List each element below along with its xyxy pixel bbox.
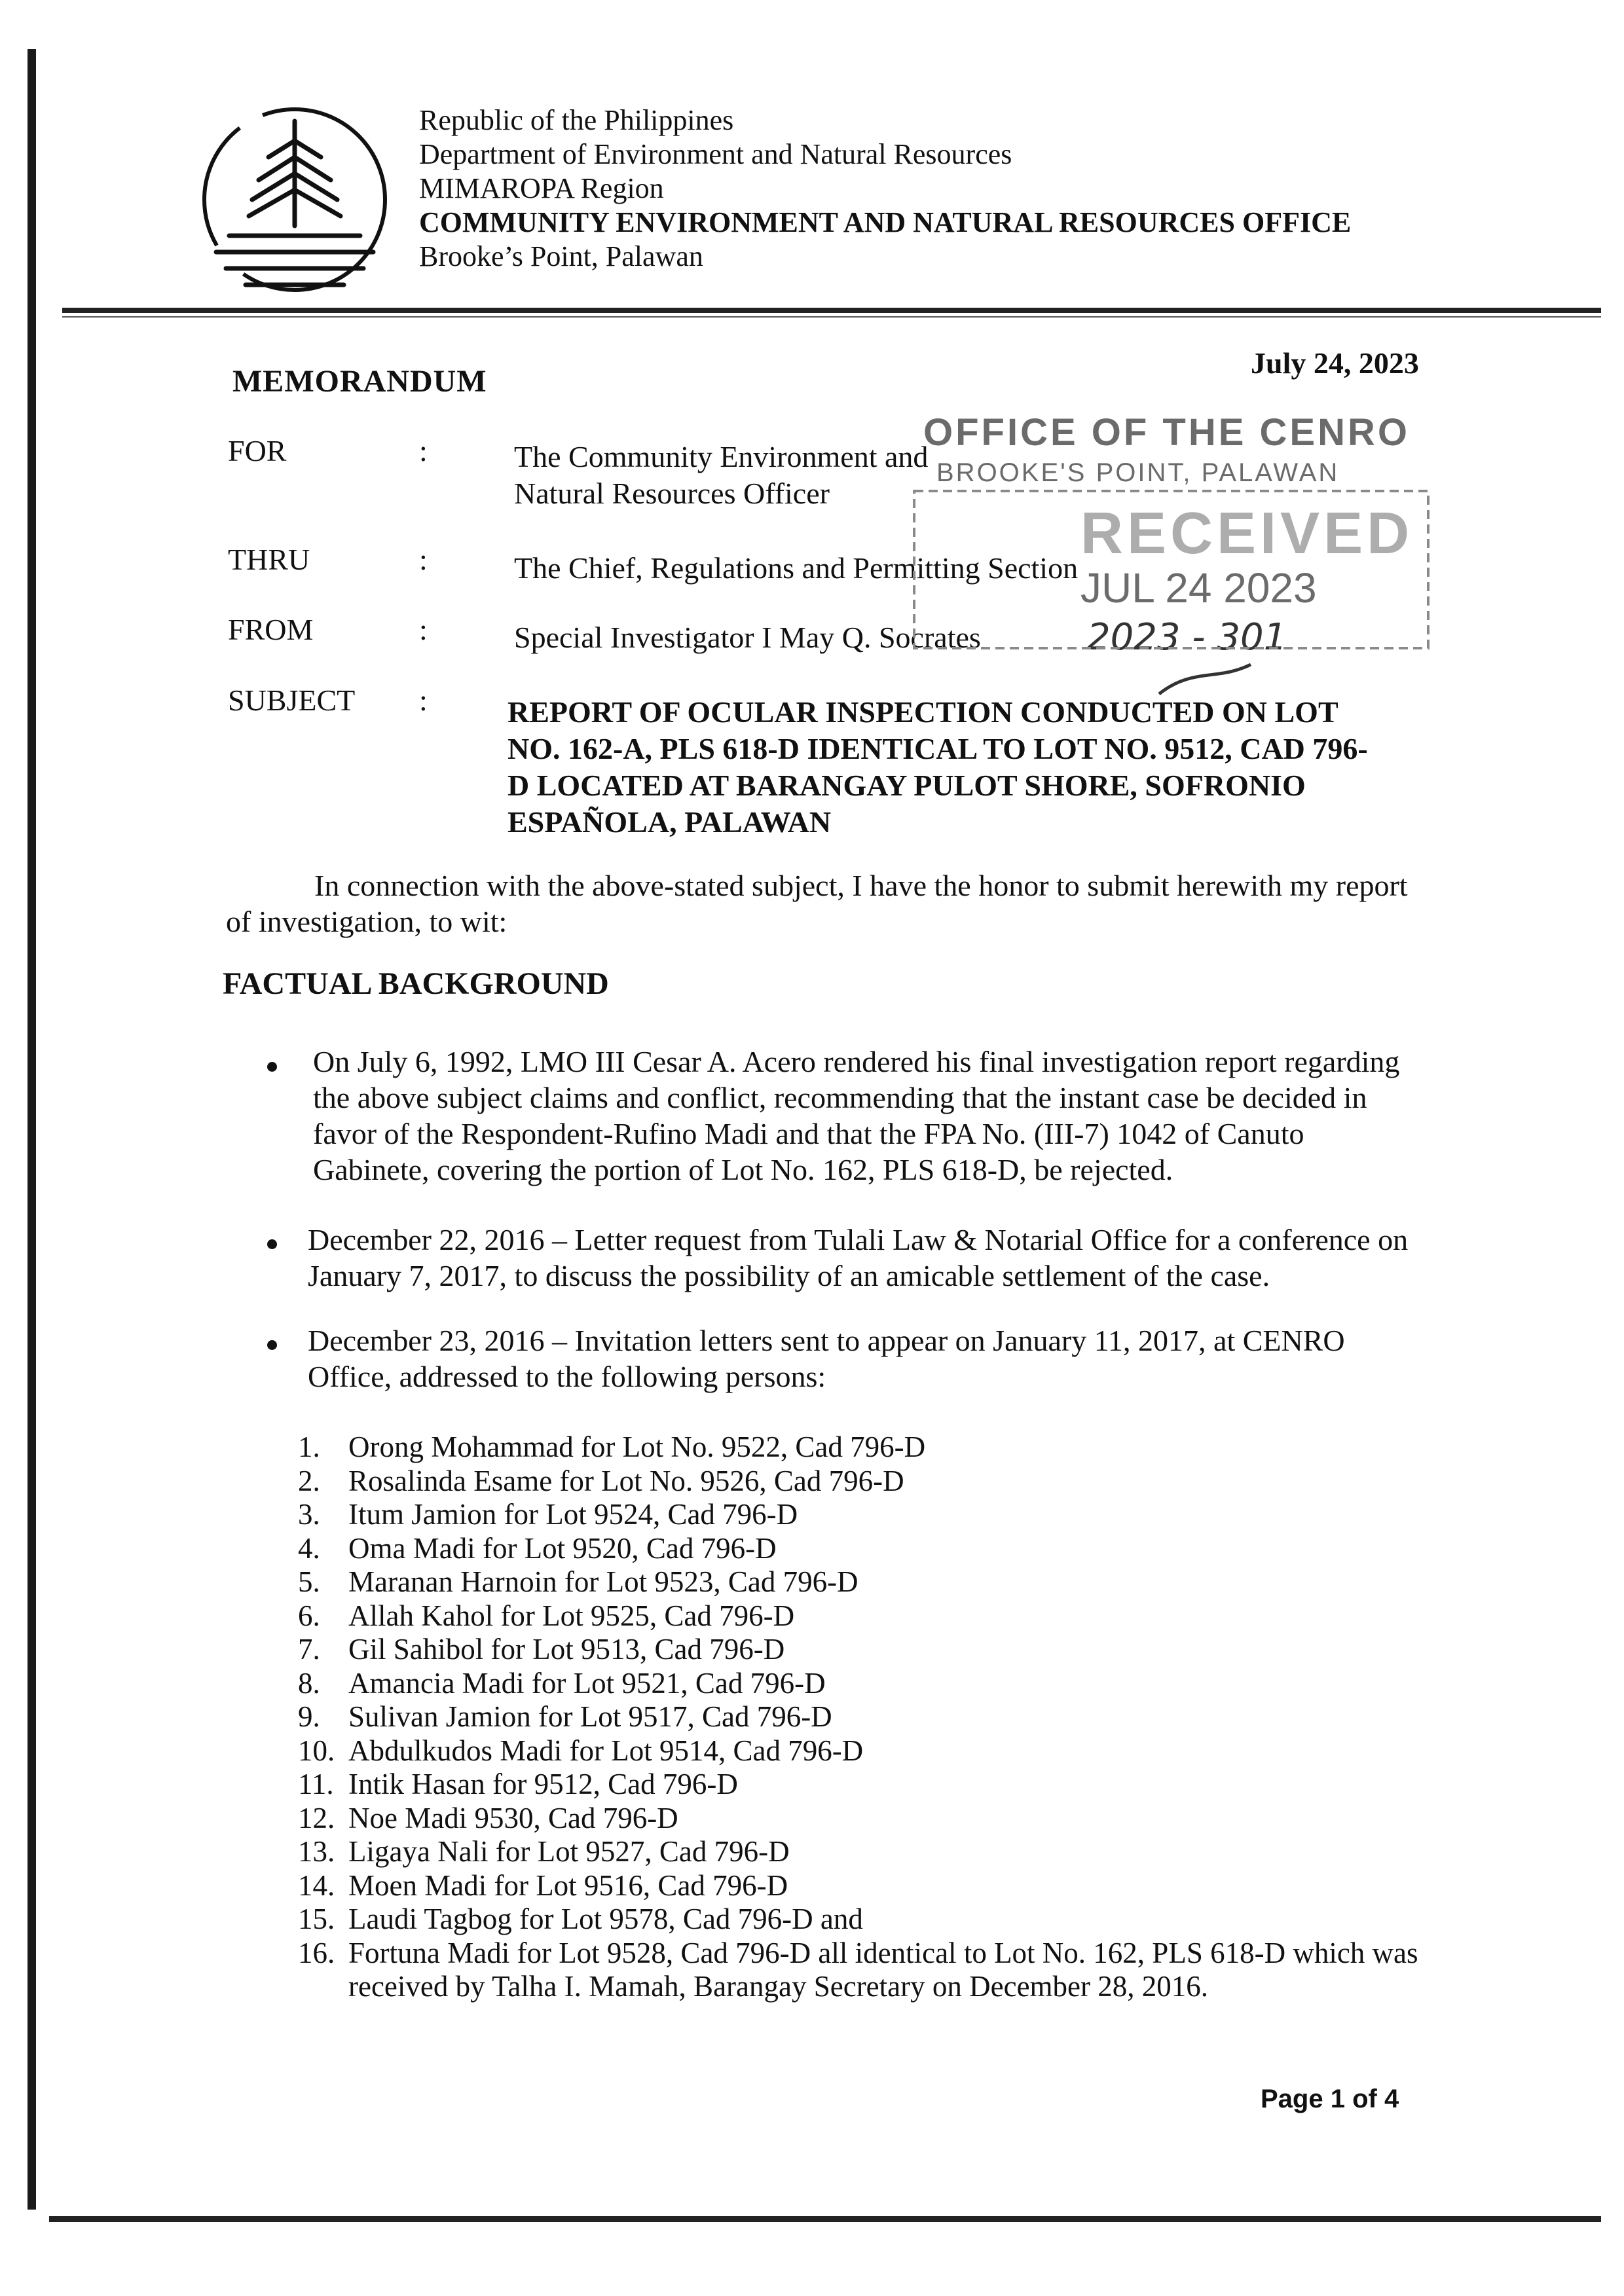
- stamp-location: BROOKE'S POINT, PALAWAN: [936, 458, 1340, 487]
- header-divider: [62, 308, 1601, 313]
- thru-value: The Chief, Regulations and Permitting Section: [514, 551, 1079, 585]
- list-item: 15. Laudi Tagbog for Lot 9578, Cad 796-D and: [298, 1903, 863, 1935]
- list-item: 1. Orong Mohammad for Lot No. 9522, Cad 796-D: [298, 1430, 926, 1463]
- section-factual-background: FACTUAL BACKGROUND: [223, 966, 609, 1001]
- header-location: Brooke’s Point, Palawan: [419, 240, 703, 272]
- header-divider-thin: [62, 316, 1601, 318]
- page-number: Page 1 of 4: [1261, 2085, 1399, 2113]
- bullet-dot: [267, 1062, 277, 1072]
- list-item: 13. Ligaya Nali for Lot 9527, Cad 796-D: [298, 1835, 790, 1868]
- stamp-received: RECEIVED: [1080, 501, 1414, 566]
- list-item: 12. Noe Madi 9530, Cad 796-D: [298, 1801, 678, 1834]
- for-colon: :: [419, 434, 428, 467]
- from-colon: :: [419, 613, 428, 646]
- memo-date: July 24, 2023: [1251, 346, 1419, 380]
- bullet-3: December 23, 2016 – Invitation letters sent to appear on January 11, 2017, at CENRO Office, addressed to the following persons:: [308, 1324, 1345, 1393]
- for-value-line2: Natural Resources Officer: [514, 477, 830, 510]
- from-label: FROM: [228, 613, 314, 646]
- bullet-1: On July 6, 1992, LMO III Cesar A. Acero rendered his final investigation report regarding the above subject claims and conflict, recommending that the instant case be decided in favor of the Respondent-Rufino Madi and that the FPA No. (III-7) 1042 of Canuto Gabinete, covering the portion of Lot No. 162, PLS 618-D, be rejected.: [313, 1045, 1400, 1186]
- for-label: FOR: [228, 434, 287, 467]
- for-value-line1: The Community Environment and: [514, 440, 929, 473]
- list-item: 3. Itum Jamion for Lot 9524, Cad 796-D: [298, 1498, 798, 1531]
- list-item: 16. Fortuna Madi for Lot 9528, Cad 796-D all identical to Lot No. 162, PLS 618-D which was received by Talha I. Mamah, Barangay Secretary on December 28, 2016.: [298, 1936, 1418, 2003]
- bullet-dot: [267, 1340, 277, 1350]
- list-item: 2. Rosalinda Esame for Lot No. 9526, Cad 796-D: [298, 1464, 904, 1497]
- list-item: 10. Abdulkudos Madi for Lot 9514, Cad 796-D: [298, 1734, 864, 1767]
- from-value: Special Investigator I May Q. Socrates: [514, 621, 981, 654]
- header-department: Department of Environment and Natural Resources: [419, 138, 1012, 170]
- left-margin-rule: [28, 49, 36, 2210]
- list-item: 4. Oma Madi for Lot 9520, Cad 796-D: [298, 1531, 777, 1565]
- stamp-office: OFFICE OF THE CENRO: [923, 411, 1410, 454]
- list-item: 7. Gil Sahibol for Lot 9513, Cad 796-D: [298, 1633, 785, 1666]
- header-region: MIMAROPA Region: [419, 172, 664, 204]
- list-item: 6. Allah Kahol for Lot 9525, Cad 796-D: [298, 1599, 795, 1632]
- stamp-number: 2023 - 301: [1087, 616, 1287, 659]
- subject-label: SUBJECT: [228, 683, 356, 717]
- received-stamp: [910, 406, 1434, 720]
- header-republic: Republic of the Philippines: [419, 104, 734, 136]
- memo-title: MEMORANDUM: [232, 364, 487, 399]
- list-item: 5. Maranan Harnoin for Lot 9523, Cad 796-D: [298, 1565, 858, 1598]
- list-item: 11. Intik Hasan for 9512, Cad 796-D: [298, 1768, 738, 1800]
- list-item: 8. Amancia Madi for Lot 9521, Cad 796-D: [298, 1666, 826, 1700]
- header-office: COMMUNITY ENVIRONMENT AND NATURAL RESOURCES OFFICE: [419, 206, 1352, 238]
- footer-divider: [49, 2216, 1601, 2222]
- initials-mark: [1159, 665, 1251, 694]
- subject-colon: :: [419, 683, 428, 717]
- thru-colon: :: [419, 543, 428, 576]
- persons-list: [298, 1430, 1424, 2004]
- stamp-date: JUL 24 2023: [1080, 564, 1317, 611]
- list-item: 14. Moen Madi for Lot 9516, Cad 796-D: [298, 1868, 788, 1902]
- thru-label: THRU: [228, 543, 310, 576]
- bullet-2: December 22, 2016 – Letter request from Tulali Law & Notarial Office for a conference on January 7, 2017, to discuss the possibility of an amicable settlement of the case.: [308, 1223, 1409, 1292]
- list-item: 9. Sulivan Jamion for Lot 9517, Cad 796-D: [298, 1700, 832, 1733]
- bullet-dot: [267, 1239, 277, 1249]
- intro-paragraph: In connection with the above-stated subject, I have the honor to submit herewith my report of investigation, to wit:: [226, 869, 1408, 938]
- subject-value: REPORT OF OCULAR INSPECTION CONDUCTED ON LOT NO. 162-A, PLS 618-D IDENTICAL TO LOT NO. 9512, CAD 796-D LOCATED AT BARANGAY PULOT SHORE, SOFRONIO ESPAÑOLA, PALAWAN: [507, 695, 1368, 839]
- denr-logo: [190, 95, 399, 304]
